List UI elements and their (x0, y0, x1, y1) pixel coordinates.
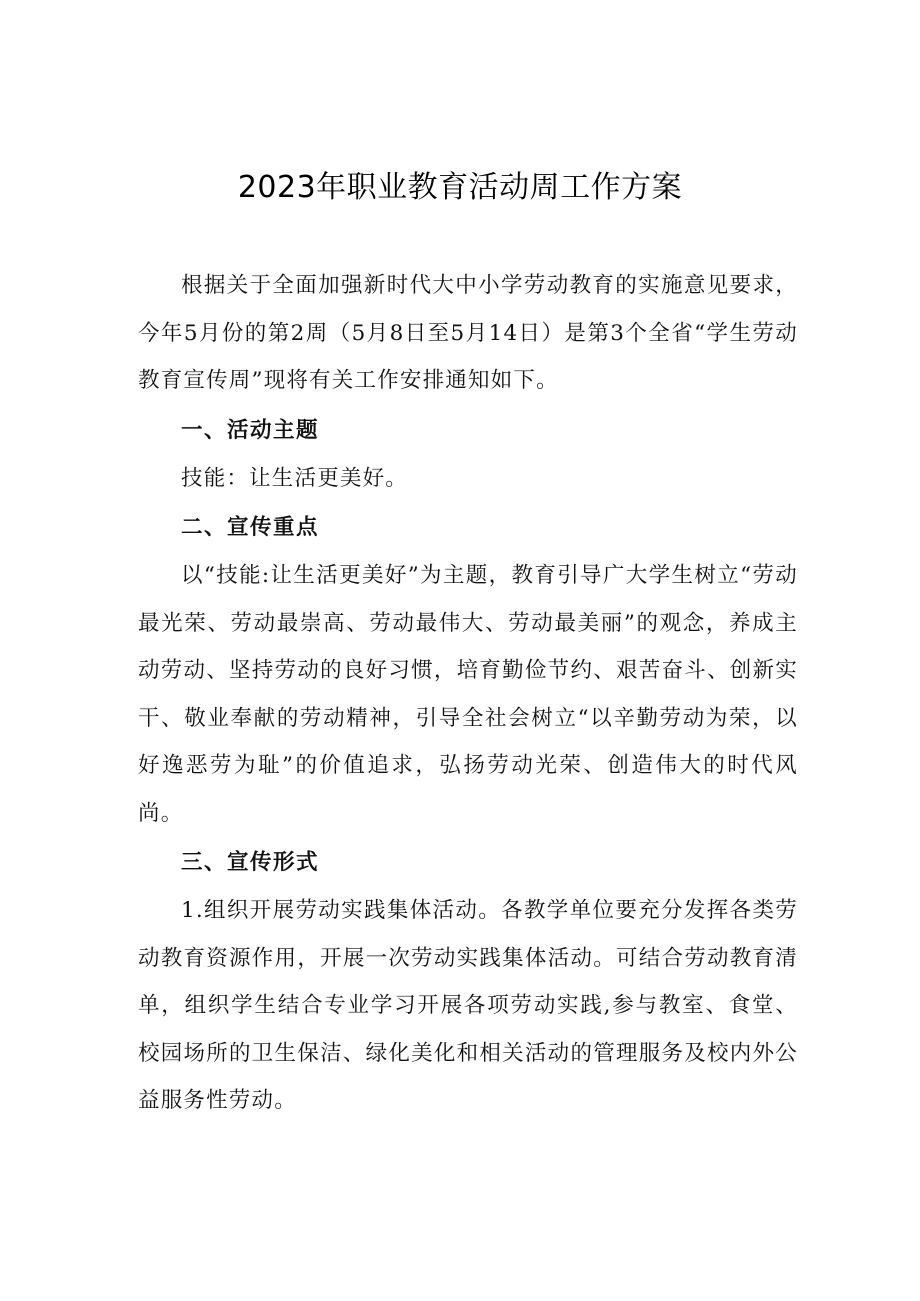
section-paragraph-focus: 以“技能:让生活更美好”为主题，教育引导广大学生树立“劳动最光荣、劳动最崇高、劳动最伟大、劳动最美丽”的观念，养成主动劳动、坚持劳动的良好习惯，培育勤俭节约、艰苦奋斗、创新实干、敬业奉献的劳动精神，引导全社会树立“以辛勤劳动为荣，以好逸恶劳为耻”的价值追求，弘扬劳动光荣、创造伟大的时代风尚。 (138, 563, 798, 826)
section-heading-focus: 二、宣传重点 (181, 515, 320, 540)
document-body (138, 262, 798, 1125)
intro-paragraph: 根据关于全面加强新时代大中小学劳动教育的实施意见要求，今年5月份的第2周（5月8日至5月14日）是第3个全省“学生劳动教育宣传周”现将有关工作安排通知如下。 (138, 273, 798, 393)
document-title: 2023年职业教育活动周工作方案 (237, 170, 683, 205)
section-paragraph-theme: 技能：让生活更美好。 (181, 465, 409, 491)
section-paragraph-form: 1.组织开展劳动实践集体活动。各教学单位要充分发挥各类劳动教育资源作用，开展一次劳动实践集体活动。可结合劳动教育清单，组织学生结合专业学习开展各项劳动实践,参与教室、食堂、校园场所的卫生保洁、绿化美化和相关活动的管理服务及校内外公益服务性劳动。 (138, 898, 798, 1113)
section-heading-theme: 一、活动主题 (181, 417, 320, 443)
section-heading-form: 三、宣传形式 (181, 850, 320, 875)
